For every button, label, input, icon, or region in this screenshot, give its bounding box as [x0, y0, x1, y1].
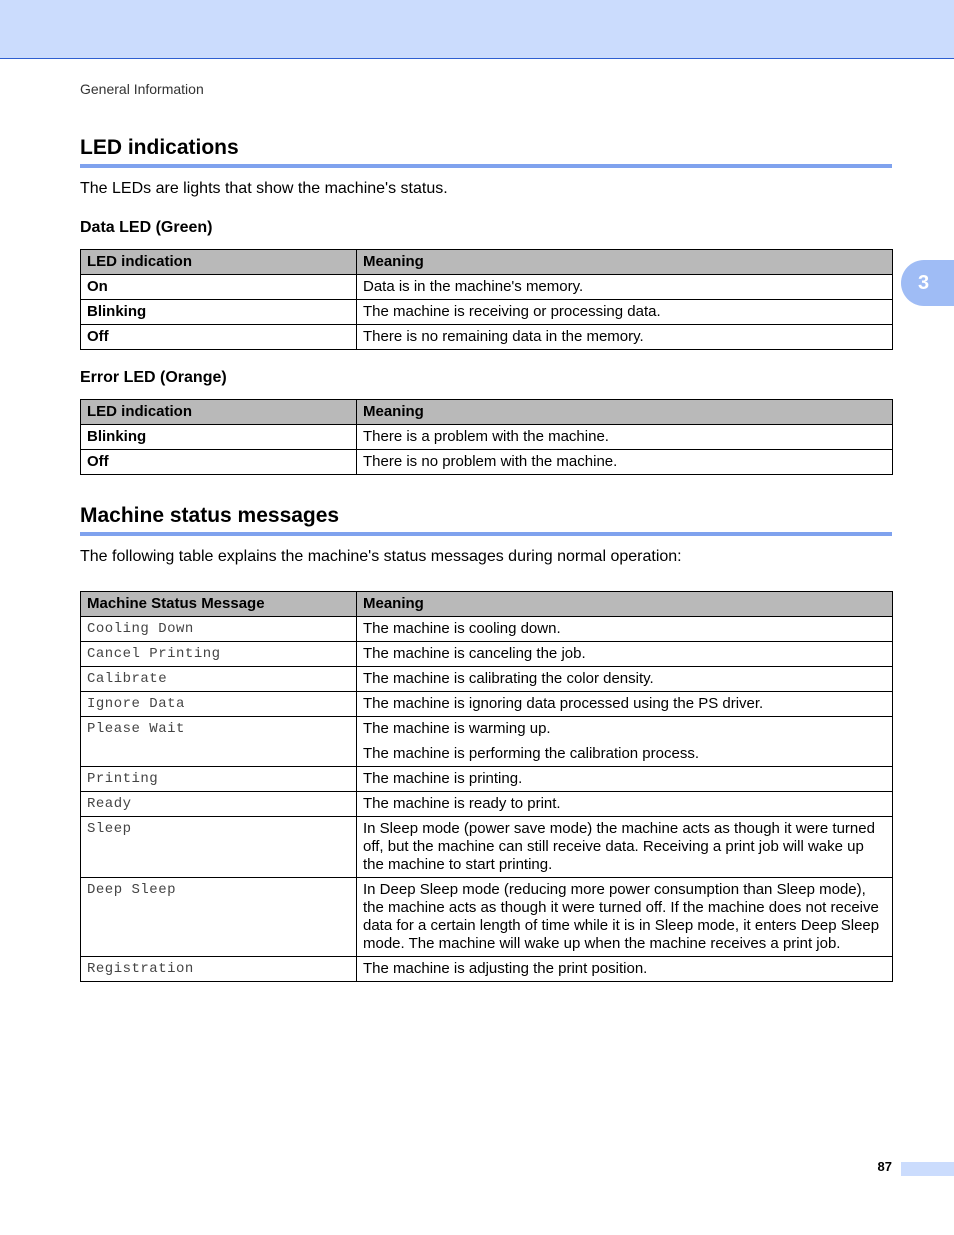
meaning-cell: The machine is receiving or processing data.	[357, 300, 893, 325]
column-header: Meaning	[357, 400, 893, 425]
status-message-cell: Cooling Down	[81, 617, 357, 642]
led-indication-cell: Blinking	[81, 425, 357, 450]
data-led-subtitle: Data LED (Green)	[80, 219, 213, 236]
table-row	[81, 817, 893, 878]
meaning-line: The machine is canceling the job.	[363, 645, 586, 662]
error-led-subtitle: Error LED (Orange)	[80, 369, 227, 386]
table-row	[81, 450, 893, 475]
column-header: Meaning	[357, 592, 893, 617]
page-number: 87	[877, 1159, 892, 1174]
status-intro: The following table explains the machine's status messages during normal operation:	[80, 548, 682, 565]
meaning-line: The machine is ignoring data processed using the PS driver.	[363, 695, 764, 712]
meaning-line: The machine is warming up.	[363, 720, 551, 737]
status-message-cell: Please Wait	[81, 717, 357, 767]
led-indication-cell: Blinking	[81, 300, 357, 325]
meaning-line: The machine is adjusting the print position.	[363, 960, 648, 977]
top-header-band	[0, 0, 954, 59]
table-header-row	[81, 400, 893, 425]
meaning-line: The machine is printing.	[363, 770, 523, 787]
table-row	[81, 717, 893, 767]
table-header-row	[81, 250, 893, 275]
meaning-cell: There is no remaining data in the memory.	[357, 325, 893, 350]
meaning-line: The machine is calibrating the color density.	[363, 670, 654, 687]
status-message-cell: Printing	[81, 767, 357, 792]
table-row	[81, 642, 893, 667]
meaning-cell: There is no problem with the machine.	[357, 450, 893, 475]
status-message-cell: Ready	[81, 792, 357, 817]
status-message-cell: Sleep	[81, 817, 357, 878]
meaning-line: The machine is ready to print.	[363, 795, 561, 812]
column-header: LED indication	[81, 400, 357, 425]
meaning-cell	[357, 792, 893, 817]
table-row	[81, 957, 893, 982]
data-led-table	[80, 249, 893, 350]
table-row	[81, 692, 893, 717]
meaning-line: The machine is cooling down.	[363, 620, 561, 637]
column-header: Meaning	[357, 250, 893, 275]
meaning-line: In Deep Sleep mode (reducing more power consumption than Sleep mode), the machine acts as though it were turned off. If the machine does not receive data for a certain length of time while it is in Sleep mode, it enters Deep Sleep mode. The machine will wake up when the machine receives a print job.	[363, 881, 880, 952]
column-header: Machine Status Message	[81, 592, 357, 617]
meaning-cell	[357, 642, 893, 667]
meaning-cell	[357, 817, 893, 878]
led-indication-cell: Off	[81, 450, 357, 475]
meaning-cell: Data is in the machine's memory.	[357, 275, 893, 300]
led-indication-cell: Off	[81, 325, 357, 350]
table-row	[81, 275, 893, 300]
table-row	[81, 792, 893, 817]
meaning-cell	[357, 692, 893, 717]
table-row	[81, 667, 893, 692]
section-title-status: Machine status messages	[80, 504, 892, 536]
table-row	[81, 878, 893, 957]
footer-accent-bar	[901, 1162, 954, 1176]
table-row	[81, 425, 893, 450]
meaning-cell	[357, 957, 893, 982]
table-row	[81, 300, 893, 325]
status-message-cell: Calibrate	[81, 667, 357, 692]
column-header: LED indication	[81, 250, 357, 275]
led-intro: The LEDs are lights that show the machine's status.	[80, 180, 448, 197]
table-row	[81, 325, 893, 350]
status-message-cell: Registration	[81, 957, 357, 982]
meaning-cell	[357, 878, 893, 957]
led-indication-cell: On	[81, 275, 357, 300]
error-led-table	[80, 399, 893, 475]
meaning-cell	[357, 667, 893, 692]
table-header-row	[81, 592, 893, 617]
table-row	[81, 617, 893, 642]
running-header: General Information	[80, 81, 204, 97]
meaning-line: In Sleep mode (power save mode) the machine acts as though it were turned off, but the machine can still receive data. Receiving a print job will wake up the machine to start printing.	[363, 820, 875, 873]
meaning-cell	[357, 617, 893, 642]
status-message-cell: Cancel Printing	[81, 642, 357, 667]
status-message-cell: Ignore Data	[81, 692, 357, 717]
status-message-table	[80, 591, 893, 982]
meaning-cell: There is a problem with the machine.	[357, 425, 893, 450]
meaning-cell	[357, 767, 893, 792]
table-row	[81, 767, 893, 792]
section-title-led: LED indications	[80, 136, 892, 168]
meaning-cell	[357, 717, 893, 767]
meaning-line: The machine is performing the calibration process.	[363, 745, 699, 762]
status-message-cell: Deep Sleep	[81, 878, 357, 957]
chapter-tab: 3	[901, 260, 954, 306]
